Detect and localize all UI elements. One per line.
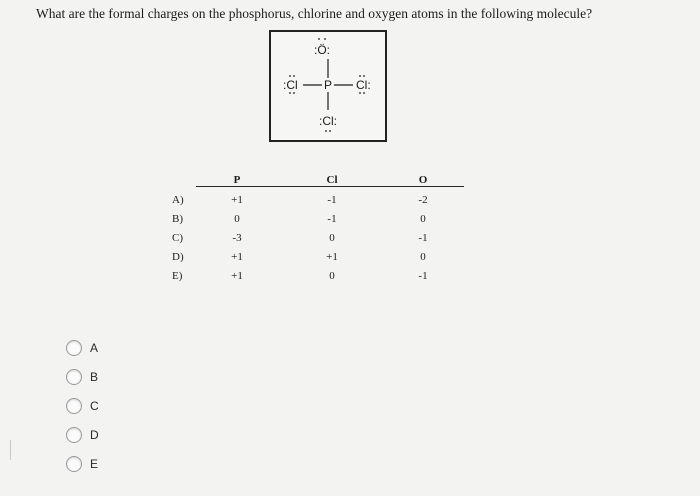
chlorine-bottom-lone-pair-dot: [329, 130, 331, 132]
radio-button[interactable]: [66, 340, 82, 356]
option-label: D: [90, 428, 99, 442]
radio-button[interactable]: [66, 456, 82, 472]
table-header-rule: [196, 186, 464, 187]
table-cell-o: -1: [418, 232, 428, 244]
option-a[interactable]: [66, 338, 98, 358]
table-row-label: B): [172, 213, 183, 225]
column-header-o: O: [418, 174, 428, 186]
chlorine-left-lone-pair-dot: [293, 75, 295, 77]
option-label: B: [90, 370, 99, 384]
chlorine-atom-right: Cl:: [356, 78, 371, 92]
chlorine-right-lone-pair-dot: [359, 92, 361, 94]
table-cell-cl: 0: [329, 270, 335, 282]
option-label: C: [90, 399, 99, 413]
oxygen-lone-pair-dot: [324, 38, 326, 40]
chlorine-right-lone-pair-dot: [363, 75, 365, 77]
left-edge-divider: [0, 440, 11, 460]
table-row-label: C): [172, 232, 183, 244]
chlorine-atom-left: :Cl: [283, 78, 298, 92]
table-cell-p: +1: [231, 251, 243, 263]
table-cell-o: -1: [418, 270, 428, 282]
table-cell-p: -3: [232, 232, 242, 244]
option-label: E: [90, 457, 99, 471]
table-cell-p: 0: [234, 213, 240, 225]
chlorine-bottom-lone-pair-dot: [325, 130, 327, 132]
table-row-label: D): [172, 251, 184, 263]
option-c[interactable]: [66, 396, 99, 416]
oxygen-lone-pair-dot: [318, 38, 320, 40]
radio-button[interactable]: [66, 398, 82, 414]
chlorine-atom-bottom: :Cl:: [319, 114, 337, 128]
option-e[interactable]: [66, 454, 98, 474]
chlorine-right-lone-pair-dot: [363, 92, 365, 94]
radio-button[interactable]: [66, 427, 82, 443]
table-cell-cl: -1: [327, 194, 337, 206]
chlorine-left-lone-pair-dot: [289, 92, 291, 94]
option-d[interactable]: [66, 425, 99, 445]
table-cell-p: +1: [231, 270, 243, 282]
question-text: What are the formal charges on the phosphorus, chlorine and oxygen atoms in the following molecule?: [36, 6, 593, 21]
option-b[interactable]: [66, 367, 98, 387]
table-cell-o: 0: [420, 251, 426, 263]
lewis-structure-drawing: [271, 32, 385, 140]
option-label: A: [90, 341, 99, 355]
table-cell-o: -2: [418, 194, 428, 206]
chlorine-left-lone-pair-dot: [289, 75, 291, 77]
table-row-label: A): [172, 194, 184, 206]
radio-button[interactable]: [66, 369, 82, 385]
table-cell-cl: 0: [329, 232, 335, 244]
chlorine-right-lone-pair-dot: [359, 75, 361, 77]
chlorine-left-lone-pair-dot: [293, 92, 295, 94]
table-cell-o: 0: [420, 213, 426, 225]
molecule-structure: [269, 30, 387, 142]
answer-table: [160, 170, 470, 290]
column-header-p: P: [233, 174, 241, 186]
phosphorus-atom: P: [323, 78, 333, 92]
table-row-label: E): [172, 270, 183, 282]
table-cell-p: +1: [231, 194, 243, 206]
column-header-cl: Cl: [326, 174, 338, 186]
oxygen-atom: :Ö:: [313, 43, 331, 57]
table-cell-cl: +1: [326, 251, 338, 263]
table-cell-cl: -1: [327, 213, 337, 225]
